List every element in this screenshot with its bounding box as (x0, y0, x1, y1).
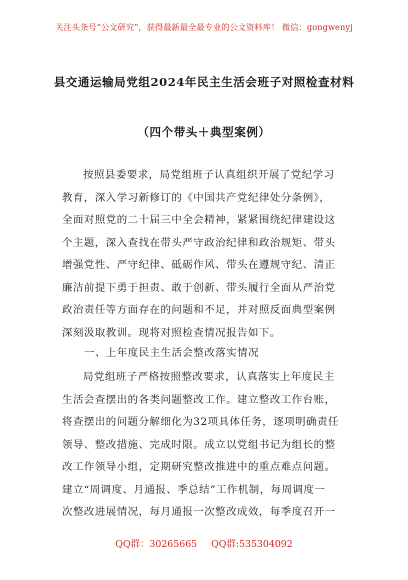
document-subtitle: （四个带头＋典型案例） (137, 125, 271, 139)
paragraph-line: 局党组班子严格按照整改要求，认真落实上年度民主 (83, 371, 335, 383)
intro-paragraph (62, 164, 348, 344)
rectification-paragraph (62, 366, 348, 524)
paragraph-line: 教育，深入学习新修订的《中国共产党纪律处分条例》， (62, 191, 331, 204)
paragraph-line: 将查摆出的问题分解细化为32项具体任务，逐项明确责任 (62, 416, 339, 428)
paragraph-line: 廉洁前提下勇于担责、敢于创新、带头履行全面从严治党 (62, 281, 336, 294)
paragraph-line: 深刻汲取教训。现将对照检查情况报告如下。 (62, 326, 281, 339)
paragraph-line: 政治责任等方面存在的问题和不足，并对照反面典型案例 (62, 304, 336, 316)
section-heading: 一、上年度民主生活会整改落实情况 (84, 347, 260, 359)
paragraph-line: 按照县委要求，局党组班子认真组织开展了党纪学习 (83, 169, 335, 181)
document-title: 县交通运输局党组2024年民主生活会班子对照检查材料 (53, 75, 355, 89)
paragraph-line: 建立“周调度、月通报、季总结”工作机制，每周调度一 (62, 483, 326, 496)
footer-contact (0, 536, 408, 550)
paragraph-line: 改工作领导小组，定期研究整改推进中的重点难点问题。 (62, 461, 336, 473)
paragraph-line: 领导、整改措施、完成时限。成立以党组书记为组长的整 (62, 438, 336, 451)
paragraph-line: 增强党性、严守纪律、砥砺作风、带头在遵规守纪、清正 (62, 259, 336, 271)
paragraph-line: 生活会查摆出的各类问题整改工作。建立整改工作台账， (62, 393, 336, 406)
footer-qq-group-2: QQ群:535304092 (211, 539, 293, 550)
header-banner: 关注头条号“公文研究”，获得最新最全最专业的公文资料库！ 微信：gongwenyj (55, 22, 353, 32)
footer-qq-group-1: QQ群：30265665 (115, 539, 198, 550)
paragraph-line: 个主题，深入查找在带头严守政治纪律和政治规矩、带头 (62, 236, 336, 249)
paragraph-line: 全面对照党的二十届三中全会精神，紧紧围绕纪律建设这 (62, 214, 336, 226)
paragraph-line: 次整改进展情况，每月通报一次整改成效，每季度召开一 (62, 506, 336, 518)
